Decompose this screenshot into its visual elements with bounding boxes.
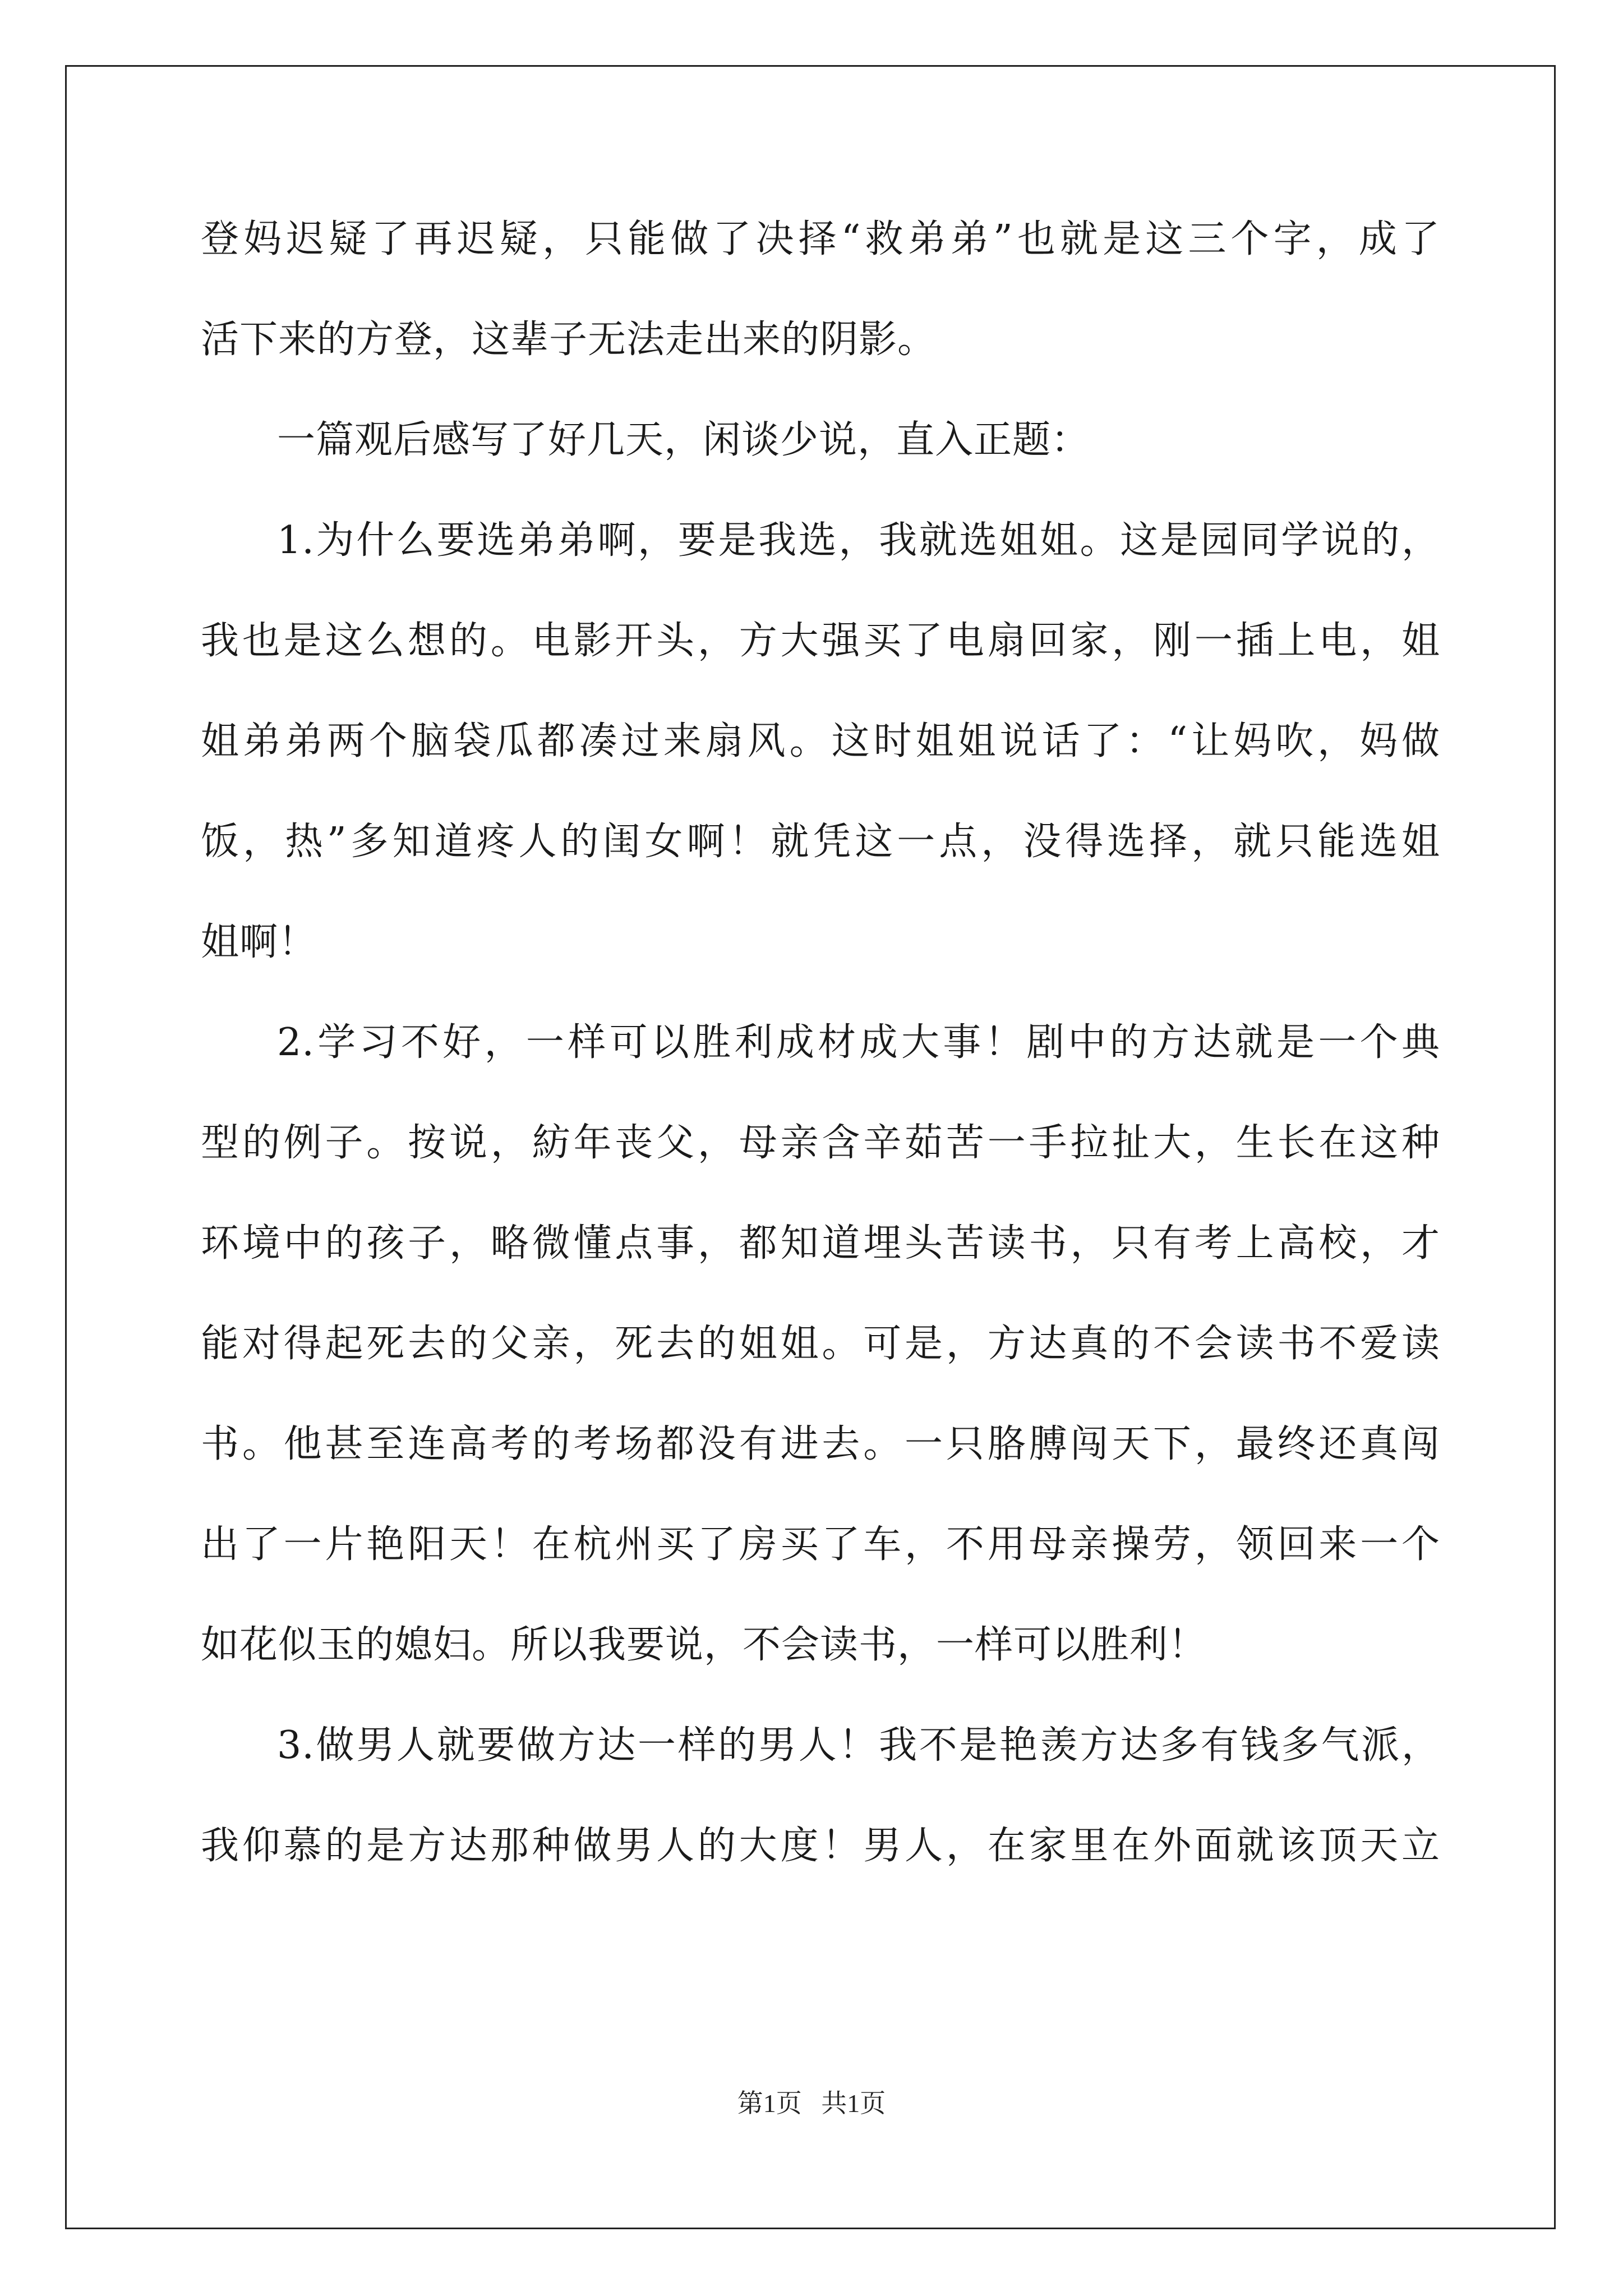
paragraph-start-line: 3.做男人就要做方达一样的男人！我不是艳羡方达多有钱多气派， — [277, 1723, 1440, 1768]
page-number-current: 第1页 — [737, 2089, 802, 2118]
page-number-total: 共1页 — [821, 2089, 886, 2118]
text-line: 出了一片艳阳天！在杭州买了房买了车，不用母亲操劳，领回来一个 — [201, 1522, 1440, 1567]
page-footer — [0, 2087, 1623, 2120]
text-line: 能对得起死去的父亲，死去的姐姐。可是，方达真的不会读书不爱读 — [201, 1322, 1440, 1366]
text-line: 环境中的孩子，略微懂点事，都知道埋头苦读书，只有考上高校，才 — [201, 1221, 1440, 1266]
text-line: 书。他甚至连高考的考场都没有进去。一只胳膊闯天下，最终还真闯 — [201, 1422, 1440, 1466]
text-line: 姐啊！ — [201, 920, 317, 964]
text-line: 我仰慕的是方达那种做男人的大度！男人，在家里在外面就该顶天立 — [201, 1824, 1440, 1868]
paragraph-start-line: 1.为什么要选弟弟啊，要是我选，我就选姐姐。这是园同学说的， — [277, 518, 1440, 563]
footer-spacer — [802, 2089, 822, 2118]
text-line: 活下来的方登，这辈子无法走出来的阴影。 — [201, 318, 937, 362]
text-line: 型的例子。按说，紡年丧父，母亲含辛茹苦一手拉扯大，生长在这种 — [201, 1121, 1440, 1165]
paragraph-start-line: 2.学习不好，一样可以胜利成材成大事！剧中的方达就是一个典 — [277, 1020, 1440, 1065]
text-line: 我也是这么想的。电影开头，方大强买了电扇回家，刚一插上电，姐 — [201, 619, 1440, 663]
text-line: 登妈迟疑了再迟疑，只能做了决择“救弟弟”也就是这三个字，成了 — [201, 217, 1440, 261]
text-line: 饭，热”多知道疼人的闺女啊！就凭这一点，没得选择，就只能选姐 — [201, 820, 1440, 864]
text-line: 姐弟弟两个脑袋瓜都凑过来扇风。这时姐姐说话了：“让妈吹，妈做 — [201, 719, 1440, 763]
text-line: 如花似玉的媳妇。所以我要说，不会读书，一样可以胜利！ — [201, 1623, 1207, 1667]
paragraph-start-line: 一篇观后感写了好几天，闲谈少说，直入正题： — [277, 418, 1090, 462]
